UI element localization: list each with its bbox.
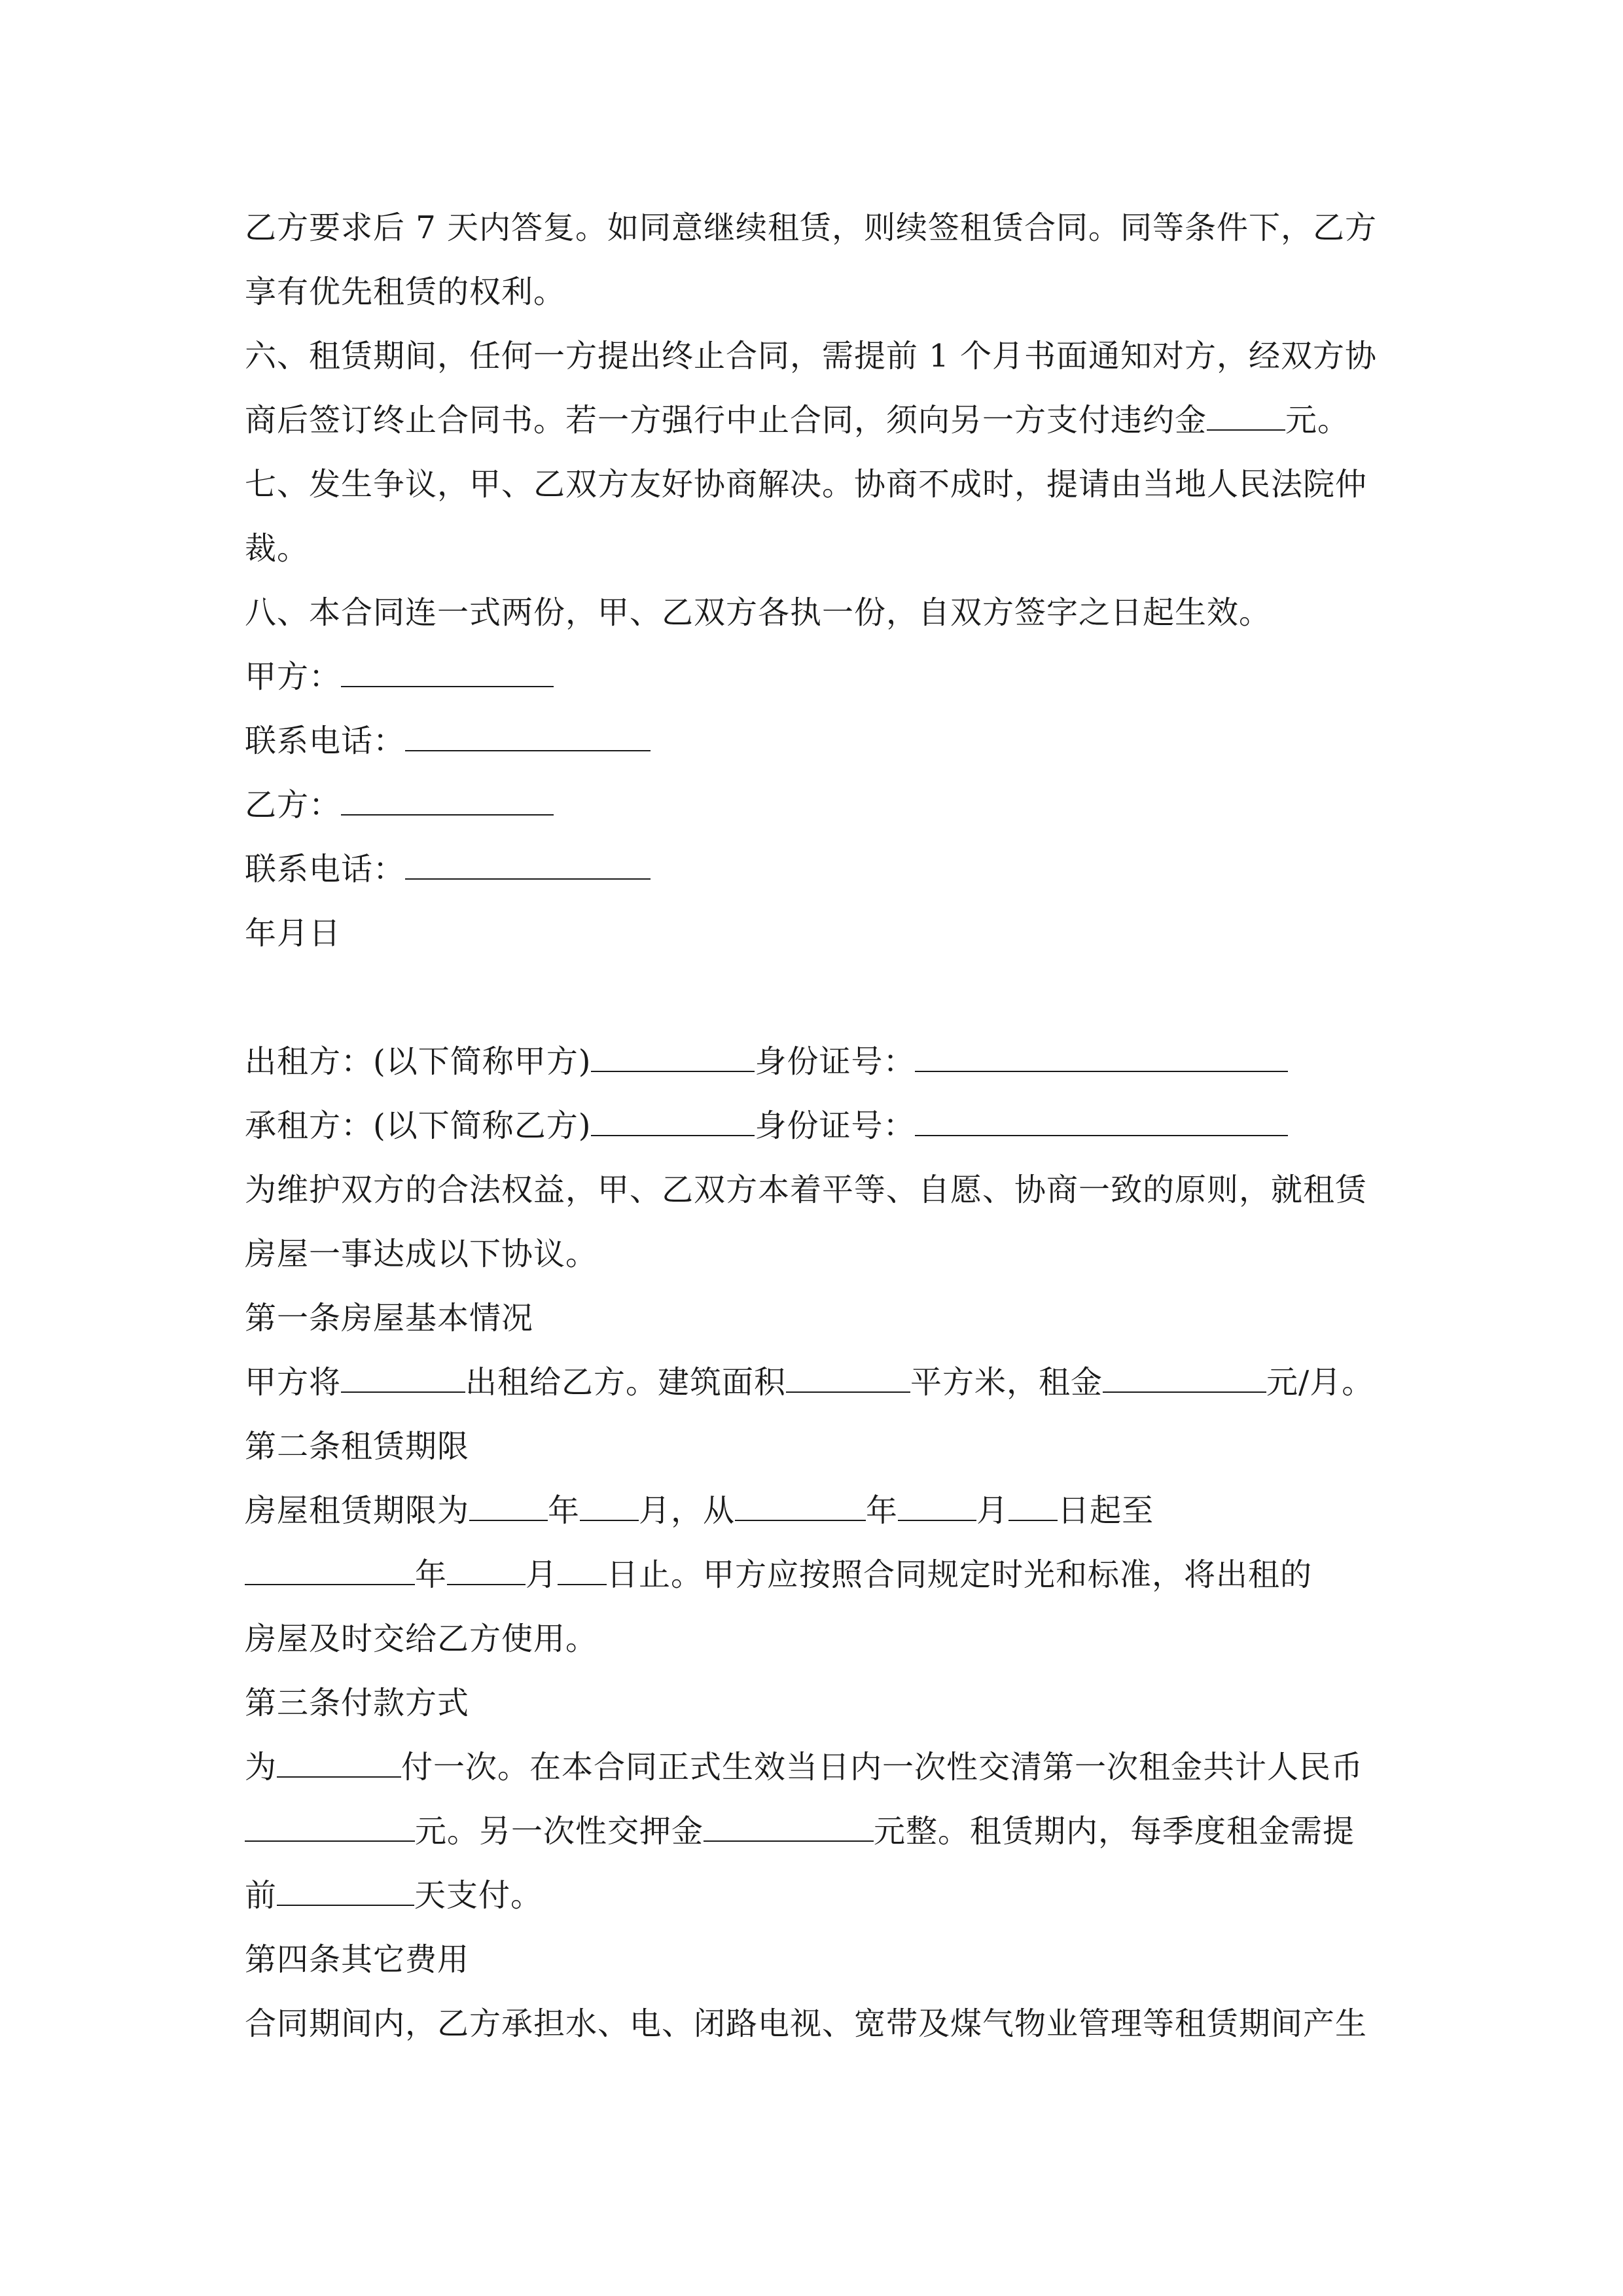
- clause-5-end: 享有优先租赁的权利。: [245, 274, 566, 310]
- article-2-heading: 第二条租赁期限: [245, 1428, 470, 1465]
- advance-days-blank: [277, 1876, 414, 1906]
- lessee-label: 承租方：(以下简称乙方): [245, 1107, 592, 1144]
- article-3-end: [245, 1876, 543, 1915]
- article-1-text-d: 元/月。: [1266, 1364, 1374, 1401]
- party-a-blank: [341, 657, 554, 687]
- party-a-phone-label: 联系电话：: [245, 723, 406, 759]
- clause-5-continued: 乙方要求后 7 天内答复。如同意继续租赁，则续签租赁合同。同等条件下，乙方: [245, 209, 1378, 246]
- party-b-phone-blank: [405, 850, 651, 880]
- article-4-body: 合同期间内，乙方承担水、电、闭路电视、宽带及煤气物业管理等租赁期间产生: [245, 2005, 1368, 2042]
- party-b-phone: [245, 850, 651, 889]
- end-day-blank: [558, 1555, 607, 1585]
- start-year-blank: [735, 1491, 866, 1521]
- rent-blank: [1103, 1363, 1266, 1393]
- party-b-signature: [245, 785, 554, 825]
- article-3-text-d: 元整。租赁期内，每季度租金需提: [874, 1813, 1355, 1850]
- article-1-heading: 第一条房屋基本情况: [245, 1300, 534, 1336]
- start-month-blank: [898, 1491, 976, 1521]
- article-3-heading: 第三条付款方式: [245, 1685, 470, 1721]
- deposit-blank: [704, 1812, 874, 1842]
- article-3-text-a: 为: [245, 1749, 277, 1785]
- lessor-name-blank: [591, 1042, 755, 1072]
- area-blank: [786, 1363, 910, 1393]
- article-2-text-b: 年: [548, 1492, 580, 1529]
- payment-period-blank: [277, 1748, 401, 1778]
- clause-8: 八、本合同连一式两份，甲、乙双方各执一份，自双方签字之日起生效。: [245, 594, 1272, 631]
- article-2-text-h: 月: [526, 1556, 558, 1593]
- start-day-blank: [1008, 1491, 1058, 1521]
- article-2-text-e: 月: [976, 1492, 1009, 1529]
- article-2-text-g: 年: [415, 1556, 448, 1593]
- lessee-line: [245, 1106, 1288, 1145]
- party-b-blank: [341, 785, 554, 816]
- clause-6-text: 商后签订终止合同书。若一方强行中止合同，须向另一方支付违约金: [245, 402, 1207, 439]
- article-2-text-f: 日起至: [1058, 1492, 1154, 1529]
- article-2-text-d: 年: [866, 1492, 899, 1529]
- end-year-blank: [245, 1555, 415, 1585]
- clause-7-continued: 裁。: [245, 530, 310, 567]
- preamble-continued: 房屋一事达成以下协议。: [245, 1236, 598, 1272]
- article-1-body: [245, 1363, 1374, 1402]
- article-1-text-c: 平方米，租金: [910, 1364, 1103, 1401]
- article-2-continued: [245, 1555, 1312, 1594]
- article-2-end: 房屋及时交给乙方使用。: [245, 1621, 598, 1657]
- lessor-id-label: 身份证号：: [755, 1043, 916, 1080]
- article-3-continued: [245, 1812, 1355, 1851]
- property-blank: [341, 1363, 465, 1393]
- party-a-label: 甲方：: [245, 658, 342, 695]
- article-4-heading: 第四条其它费用: [245, 1941, 470, 1978]
- clause-6-continued: [245, 401, 1349, 440]
- party-b-label: 乙方：: [245, 787, 342, 823]
- party-a-phone: [245, 721, 651, 761]
- party-b-phone-label: 联系电话：: [245, 851, 406, 888]
- signature-date: 年月日: [245, 915, 342, 952]
- lessor-label: 出租方：(以下简称甲方): [245, 1043, 592, 1080]
- clause-6: 六、租赁期间，任何一方提出终止合同，需提前 1 个月书面通知对方，经双方协: [245, 338, 1378, 374]
- article-2-body: [245, 1491, 1154, 1530]
- penalty-blank: [1207, 401, 1285, 431]
- article-1-text-b: 出租给乙方。建筑面积: [465, 1364, 787, 1401]
- article-2-text-i: 日止。甲方应按照合同规定时光和标准，将出租的: [607, 1556, 1313, 1593]
- end-month-blank: [447, 1555, 526, 1585]
- clause-6-unit: 元。: [1285, 402, 1350, 439]
- term-years-blank: [469, 1491, 548, 1521]
- article-3-text-b: 付一次。在本合同正式生效当日内一次性交清第一次租金共计人民币: [401, 1749, 1364, 1785]
- preamble: 为维护双方的合法权益，甲、乙双方本着平等、自愿、协商一致的原则，就租赁: [245, 1172, 1368, 1208]
- article-3-text-f: 天支付。: [414, 1877, 543, 1914]
- party-a-phone-blank: [405, 721, 651, 751]
- lessee-id-label: 身份证号：: [755, 1107, 916, 1144]
- article-1-text-a: 甲方将: [245, 1364, 342, 1401]
- term-months-blank: [580, 1491, 639, 1521]
- clause-7: 七、发生争议，甲、乙双方友好协商解决。协商不成时，提请由当地人民法院仲: [245, 466, 1368, 503]
- first-rent-blank: [245, 1812, 415, 1842]
- party-a-signature: [245, 657, 554, 696]
- article-2-text-a: 房屋租赁期限为: [245, 1492, 470, 1529]
- lessee-name-blank: [591, 1106, 755, 1136]
- lessor-id-blank: [915, 1042, 1288, 1072]
- article-3-body: [245, 1748, 1363, 1787]
- article-3-text-c: 元。另一次性交押金: [415, 1813, 704, 1850]
- lessor-line: [245, 1042, 1288, 1081]
- article-3-text-e: 前: [245, 1877, 277, 1914]
- lessee-id-blank: [915, 1106, 1288, 1136]
- article-2-text-c: 月，从: [639, 1492, 736, 1529]
